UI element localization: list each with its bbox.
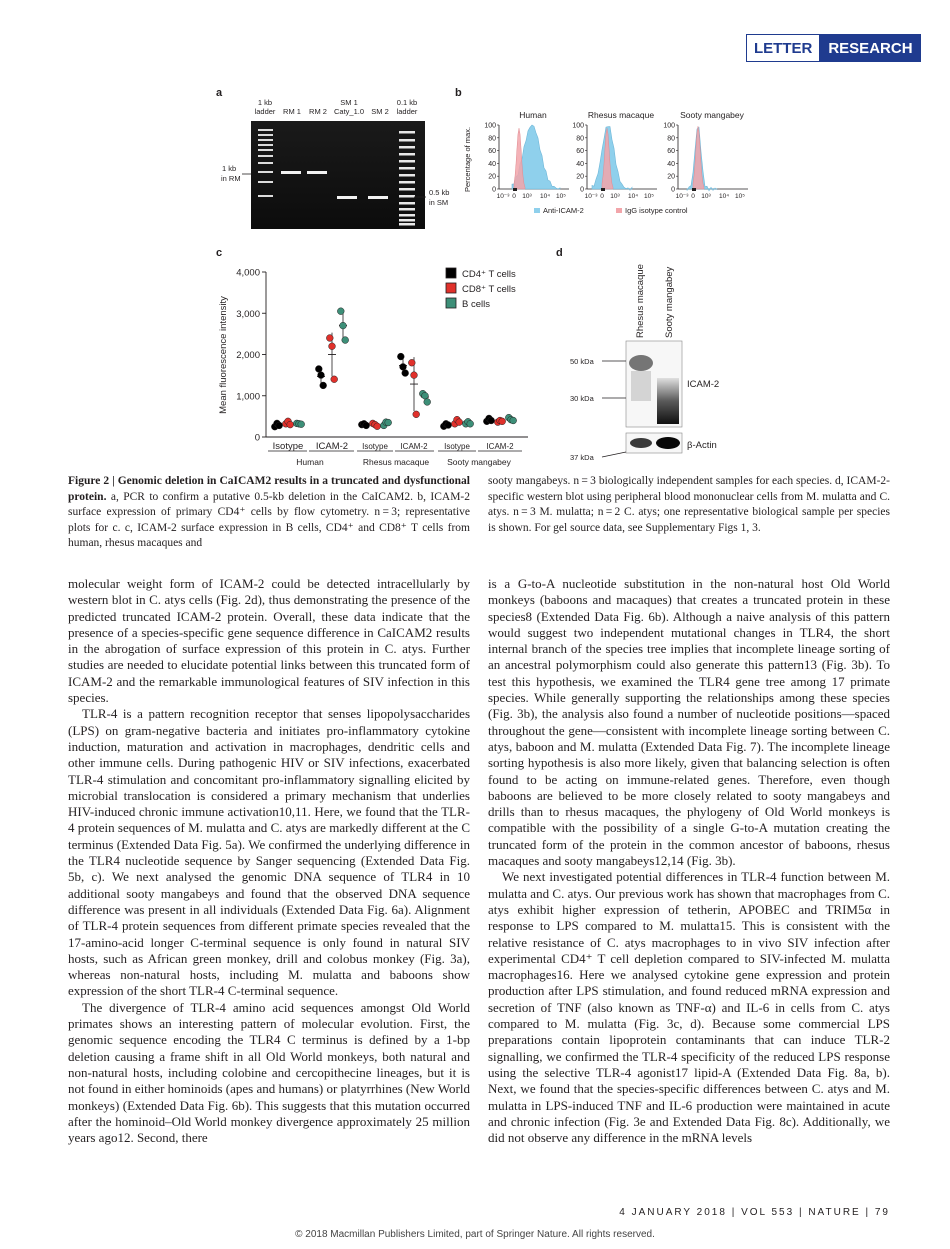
gel-lane-label: SM 1 bbox=[340, 98, 358, 107]
gate-marker bbox=[692, 188, 696, 191]
flow-xtick-label: 10⁴ bbox=[539, 193, 551, 200]
legend-swatch-cd4 bbox=[446, 268, 456, 278]
flow-ytick-label: 60 bbox=[576, 148, 584, 156]
band-actin-sooty bbox=[656, 437, 680, 449]
mfi-data-point bbox=[329, 343, 336, 350]
mfi-data-point bbox=[467, 420, 474, 427]
gate-marker bbox=[513, 188, 517, 191]
legend-anti-icam2: Anti-ICAM-2 bbox=[543, 206, 584, 215]
flow-ytick-label: 100 bbox=[663, 122, 675, 130]
mfi-data-point bbox=[445, 422, 452, 429]
pcr-band bbox=[307, 171, 327, 174]
gel-lane-label: ladder bbox=[396, 107, 418, 116]
mfi-data-point bbox=[340, 322, 347, 329]
ladder-band bbox=[258, 181, 273, 183]
mfi-ytick-label: 4,000 bbox=[236, 267, 260, 279]
mfi-data-point bbox=[397, 353, 404, 360]
mfi-group-label: Isotype bbox=[272, 441, 304, 452]
legend-swatch-cd8 bbox=[446, 283, 456, 293]
gate-marker bbox=[601, 188, 605, 191]
anti-icam2-histogram bbox=[592, 127, 632, 191]
body-right-column bbox=[488, 576, 890, 1146]
left-paragraph-2: TLR-4 is a pattern recognition receptor that senses lipopolysaccharides (LPS) on gram-negative bacteria and initiates pro-inflammatory cytokine induction, maturation and activation in macrophages, dendritic cells and other immune cells. During pathogenic HIV or SIV infections, exacerbated TLR-4 stimulation and concomitant pro-inflammatory signalling elicited by microbial translocation is considered a primary mechanism that underlies HIV-induced chronic immune activation10,11. Here, we found that the TLR-4 protein sequences of M. mulatta and C. atys are markedly different at the C terminus (Extended Data Fig. 5a). We confirmed the underlying difference in the TLR4 nucleotide sequence by Sanger sequencing (Extended Data Fig. 5b, c). We next analysed the genomic DNA sequence of TLR4 in 10 additional sooty mangabeys and found that the observed DNA sequence difference was present in all individuals (Extended Data Fig. 6a). Alignment of TLR-4 protein sequences from different primate species revealed that the 17-amino-acid longer C-terminal sequence is only found in natural SIV hosts, such as African green monkey, drill and colobus monkey (Fig. 3a), whereas non-natural hosts, including M. mulatta and baboons show expression of the short TLR-4 C-terminal sequence. bbox=[68, 706, 470, 999]
mfi-data-point bbox=[320, 382, 327, 389]
ladder-band bbox=[258, 171, 273, 173]
flow-ytick-label: 0 bbox=[671, 186, 675, 194]
mfi-data-point bbox=[363, 422, 370, 429]
ladder-band bbox=[258, 162, 273, 164]
flow-xtick-label: 10⁵ bbox=[644, 193, 654, 200]
flow-xtick-label: 0 bbox=[691, 193, 695, 200]
mfi-data-point bbox=[402, 370, 409, 377]
mfi-species-label: Sooty mangabey bbox=[447, 457, 511, 467]
flow-ytick-label: 100 bbox=[484, 122, 496, 130]
gel-lane-label: RM 1 bbox=[283, 107, 301, 116]
mfi-data-point bbox=[510, 417, 517, 424]
ladder-band bbox=[399, 139, 415, 142]
gel-lane-label: Caty_1.0 bbox=[333, 107, 365, 116]
mfi-legend bbox=[446, 268, 516, 310]
smear-rhesus bbox=[631, 371, 651, 401]
ladder-band bbox=[399, 188, 415, 191]
mfi-group-label: ICAM-2 bbox=[486, 442, 514, 451]
flow-ytick-label: 20 bbox=[667, 173, 675, 181]
panel-c-label: c bbox=[216, 247, 223, 259]
flow-plot bbox=[484, 110, 569, 200]
caption-left-text: a, PCR to confirm a putative 0.5-kb deletion in the CaICAM2. b, ICAM-2 surface expression of primary CD4⁺ cells by flow cytometry. n = 3; representative plots for c. c, ICAM-2 surface expression in B cells, CD4⁺ and CD8⁺ T cells from human, rhesus macaques and bbox=[68, 490, 471, 549]
legend-b: B cells bbox=[462, 299, 490, 310]
gel-lane-labels bbox=[255, 98, 418, 116]
mfi-group-label: Isotype bbox=[362, 442, 388, 451]
flow-plot bbox=[663, 110, 748, 200]
legend-swatch-igg bbox=[616, 208, 622, 213]
ladder-band bbox=[399, 174, 415, 177]
panel-d-label: d bbox=[556, 247, 563, 259]
flow-ytick-label: 80 bbox=[576, 135, 584, 143]
flow-ytick-label: 40 bbox=[576, 160, 584, 168]
gel-marker-left bbox=[221, 164, 251, 183]
flow-xtick-label: 10³ bbox=[610, 193, 620, 200]
flow-ytick-label: 20 bbox=[488, 173, 496, 181]
ladder-band bbox=[258, 139, 273, 141]
flow-xtick-label: 10⁵ bbox=[556, 193, 566, 200]
caption-bold: Figure 2 | Genomic deletion in CaICAM2 results in a truncated and dysfunctional protein. bbox=[68, 475, 470, 503]
mfi-data-point bbox=[276, 422, 283, 429]
header-letter: LETTER bbox=[746, 34, 820, 62]
flow-plot bbox=[572, 110, 657, 200]
ladder-band bbox=[399, 153, 415, 156]
band-rhesus-50kda bbox=[629, 355, 653, 371]
mfi-ytick-label: 1,000 bbox=[236, 391, 260, 403]
copyright: © 2018 Macmillan Publishers Limited, part of Springer Nature. All rights reserved. bbox=[295, 1229, 655, 1240]
ladder-band bbox=[399, 160, 415, 163]
panel-b-label: b bbox=[455, 87, 462, 99]
legend-igg: IgG isotype control bbox=[625, 206, 688, 215]
band-label-actin: β-Actin bbox=[687, 440, 717, 451]
ladder-band bbox=[258, 195, 273, 197]
mfi-data-point bbox=[385, 419, 392, 426]
flow-cytometry-plots bbox=[484, 110, 748, 200]
mfi-data-point bbox=[326, 335, 333, 342]
flow-ylabel: Percentage of max. bbox=[463, 126, 472, 192]
ladder-band bbox=[399, 131, 415, 134]
flow-xtick-label: 10⁻³ bbox=[675, 193, 689, 200]
kda-30: 30 kDa bbox=[570, 394, 594, 403]
header-research: RESEARCH bbox=[820, 34, 920, 62]
mfi-species-label: Human bbox=[296, 457, 324, 467]
ladder-band bbox=[399, 208, 415, 211]
mfi-data-point bbox=[456, 419, 463, 426]
flow-ytick-label: 20 bbox=[576, 173, 584, 181]
flow-ytick-label: 80 bbox=[488, 135, 496, 143]
marker-right-line1: 0.5 kb bbox=[429, 188, 450, 197]
flow-xtick-label: 10⁵ bbox=[735, 193, 745, 200]
pcr-band bbox=[368, 196, 388, 199]
legend-cd4: CD4⁺ T cells bbox=[462, 269, 516, 280]
mfi-data-point bbox=[337, 308, 344, 315]
flow-xtick-label: 10³ bbox=[701, 193, 711, 200]
mfi-data-point bbox=[342, 337, 349, 344]
band-actin-rhesus bbox=[630, 438, 652, 448]
mfi-data-point bbox=[315, 366, 322, 373]
flow-ytick-label: 60 bbox=[488, 148, 496, 156]
flow-ytick-label: 0 bbox=[492, 186, 496, 194]
mfi-ytick-label: 2,000 bbox=[236, 350, 260, 361]
mfi-data-point bbox=[411, 372, 418, 379]
lane-rhesus: Rhesus macaque bbox=[635, 264, 646, 338]
flow-ytick-label: 100 bbox=[572, 122, 584, 130]
right-paragraph-1: is a G-to-A nucleotide substitution in the non-natural host Old World monkeys (baboons and macaques) that creates a truncated protein in these species8 (Extended Data Fig. 6b). Although a naive analysis of this pattern would suggest two independent mutational changes in TLR4, the short internal branch of the species tree implies that incomplete lineage sorting of an ancestral polymorphism could also generate this pattern13 (Fig. 3b). To test this hypothesis, we examined the TLR4 gene tree among 17 primate species. While generally supporting the relationships among these species (Fig. 3b), the analysis also found a number of nucleotide positions—spaced throughout the gene—consistent with incomplete lineage sorting between C. atys, baboon and M. mulatta (Extended Data Fig. 7). The incomplete lineage sorting hypothesis is also more likely, given that balancing selection is often found to be acting on immune-related genes. Therefore, even though baboons are believed to be more closely related to sooty mangabeys and drills than to rhesus macaques, the phylogeny of Old World monkeys is compatible with the possibility of a single G-to-A mutation creating the truncated form of the protein in the common ancestor of baboons, rhesus macaques and sooty mangabeys12,14 (Fig. 3b). bbox=[488, 576, 890, 869]
body-left-column bbox=[68, 576, 470, 1146]
flow-xtick-label: 10⁴ bbox=[627, 193, 639, 200]
flow-species-label: Sooty mangabey bbox=[680, 110, 744, 120]
mfi-data-point bbox=[408, 359, 415, 366]
flow-ytick-label: 40 bbox=[667, 160, 675, 168]
gel-lane-label: RM 2 bbox=[309, 107, 327, 116]
ladder-band bbox=[258, 149, 273, 151]
band-label-icam2: ICAM-2 bbox=[687, 379, 720, 390]
mfi-group-label: Isotype bbox=[444, 442, 470, 451]
mfi-group-label: ICAM-2 bbox=[315, 441, 349, 452]
mfi-data-point bbox=[374, 423, 381, 430]
right-paragraph-2: We next investigated potential differences in TLR-4 function between M. mulatta and C. atys. Our previous work has shown that macrophages from C. atys exhibit higher expression of tetherin, APOBEC and TRIM5α in response to LPS compared to M. mulatta15. This is consistent with the relative resistance of C. atys macrophages to in vivo SIV infection after experimental CD4⁺ T cell depletion compared to SIV-infected M. mulatta macrophages16. Here we analysed cytokine gene expression and protein production after LPS stimulation, and found reduced mRNA expression and secretion of TNF (also known as TNF-α) and IL-6 in cells from C. atys compared to M. mulatta (Fig. 3c, d). Because some commercial LPS preparations contain lipoprotein contaminants that can induce TLR-2 signalling, we confirmed the TLR-4 specificity of the reduced LPS response using the selective TLR-4 agonist17 lipid-A (Extended Data Fig. 8a, b). Next, we found that the species-specific differences between C. atys and M. mulatta in LPS-induced TNF and IL-6 production were maintained in acute and chronic infection (Fig. 3e and Extended Data Fig. 8c). Additionally, we did not observe any difference in the mRNA levels bbox=[488, 869, 890, 1146]
mfi-data-point bbox=[424, 399, 431, 406]
gel-lane-label: 1 kb bbox=[257, 98, 273, 107]
mfi-data-point bbox=[400, 363, 407, 370]
gel-lane-label: ladder bbox=[254, 107, 276, 116]
caption-right-text: sooty mangabeys. n = 3 biologically independent samples for each species. d, ICAM-2-specific western blot using peripheral blood mononuclear cells from M. mulatta and C. atys. n = 3 M. mulatta; n = 2 C. atys; one representative biological sample per species is shown. For gel source data, see Supplementary Figs 1, 3. bbox=[488, 475, 890, 534]
ladder-band bbox=[258, 129, 273, 131]
legend-swatch-anti-icam2 bbox=[534, 208, 540, 213]
flow-xtick-label: 0 bbox=[600, 193, 604, 200]
mfi-ylabel: Mean fluorescence intensity bbox=[218, 296, 229, 414]
ladder-band bbox=[399, 202, 415, 205]
flow-xtick-label: 10⁻³ bbox=[584, 193, 598, 200]
flow-species-label: Rhesus macaque bbox=[587, 110, 655, 120]
band-sooty-icam2 bbox=[657, 378, 679, 424]
flow-ytick-label: 0 bbox=[580, 186, 584, 194]
panel-a-label: a bbox=[216, 87, 223, 99]
mfi-ytick-label: 0 bbox=[254, 432, 260, 444]
figure-caption-right bbox=[488, 474, 890, 536]
flow-ytick-label: 60 bbox=[667, 148, 675, 156]
left-paragraph-3: The divergence of TLR-4 amino acid sequences amongst Old World primates shows an interesting pattern of molecular evolution. First, the genomic sequence encoding the TLR4 C terminus is defined by a 1-bp deletion causing a frame shift in all Old World monkeys, both natural and non-natural hosts, including colobine and cercopithecine lineages, but it is not found in either hominoids (apes and humans) or platyrrhines (New World monkeys) (Extended Data Fig. 6b). This suggests that this mutation occurred after the hominoid–Old World monkey divergence approximately 25 million years ago12. Second, there bbox=[68, 999, 470, 1146]
mfi-data-points bbox=[271, 308, 516, 430]
kda-markers bbox=[570, 357, 626, 462]
ladder-band bbox=[399, 219, 415, 222]
mfi-ytick-label: 3,000 bbox=[236, 308, 260, 320]
ladder-band bbox=[399, 146, 415, 149]
kda-37: 37 kDa bbox=[570, 453, 594, 462]
mfi-data-point bbox=[298, 421, 305, 428]
ladder-band bbox=[399, 195, 415, 198]
page-footer: 4 JANUARY 2018 | VOL 553 | NATURE | 79 bbox=[619, 1207, 890, 1218]
figure-2 bbox=[0, 0, 950, 470]
mfi-data-point bbox=[422, 392, 429, 399]
left-paragraph-1: molecular weight form of ICAM-2 could be detected intracellularly by western blot in C. atys cells (Fig. 2d), thus demonstrating the presence of the predicted truncated ICAM-2 protein. Overall, these data indicate that the presence of a species-specific gene sequence difference in CaICAM2 results in the abrogation of surface expression of this protein in C. atys. Further studies are needed to elucidate potential links between this truncated form of ICAM-2 and the remarkable immunological features of SIV infection in this species. bbox=[68, 576, 470, 706]
mfi-data-point bbox=[413, 411, 420, 418]
flow-xtick-label: 0 bbox=[512, 193, 516, 200]
ladder-band bbox=[399, 181, 415, 184]
flow-xtick-label: 10⁻³ bbox=[496, 193, 510, 200]
mfi-data-point bbox=[499, 418, 506, 425]
gel-lane-label: SM 2 bbox=[371, 107, 389, 116]
marker-right-line2: in SM bbox=[429, 198, 449, 207]
flow-ytick-label: 80 bbox=[667, 135, 675, 143]
legend-swatch-b bbox=[446, 298, 456, 308]
flow-xtick-label: 10⁴ bbox=[718, 193, 730, 200]
figure-caption-left bbox=[68, 474, 470, 552]
pcr-band bbox=[281, 171, 301, 174]
legend-cd8: CD8⁺ T cells bbox=[462, 284, 516, 295]
flow-species-label: Human bbox=[519, 110, 547, 120]
ladder-band bbox=[258, 134, 273, 136]
kda-50: 50 kDa bbox=[570, 357, 594, 366]
mfi-data-point bbox=[287, 421, 294, 428]
flow-legend bbox=[534, 206, 688, 215]
ladder-band bbox=[399, 223, 415, 226]
mfi-species-label: Rhesus macaque bbox=[362, 457, 430, 467]
mfi-data-point bbox=[318, 372, 325, 379]
gel-lane-label: 0.1 kb bbox=[396, 98, 418, 107]
ladder-band bbox=[399, 214, 415, 217]
ladder-band bbox=[258, 155, 273, 157]
lane-sooty: Sooty mangabey bbox=[664, 266, 675, 338]
mfi-data-point bbox=[331, 376, 338, 383]
mfi-axes bbox=[236, 268, 528, 468]
mfi-data-point bbox=[488, 417, 495, 424]
pcr-gel bbox=[251, 121, 425, 229]
marker-left-line2: in RM bbox=[221, 174, 241, 183]
flow-xtick-label: 10³ bbox=[522, 193, 532, 200]
ladder-band bbox=[258, 144, 273, 146]
mfi-group-label: ICAM-2 bbox=[400, 442, 428, 451]
ladder-band bbox=[399, 167, 415, 170]
flow-ytick-label: 40 bbox=[488, 160, 496, 168]
marker-left-line1: 1 kb bbox=[222, 164, 237, 173]
pcr-band bbox=[337, 196, 357, 199]
